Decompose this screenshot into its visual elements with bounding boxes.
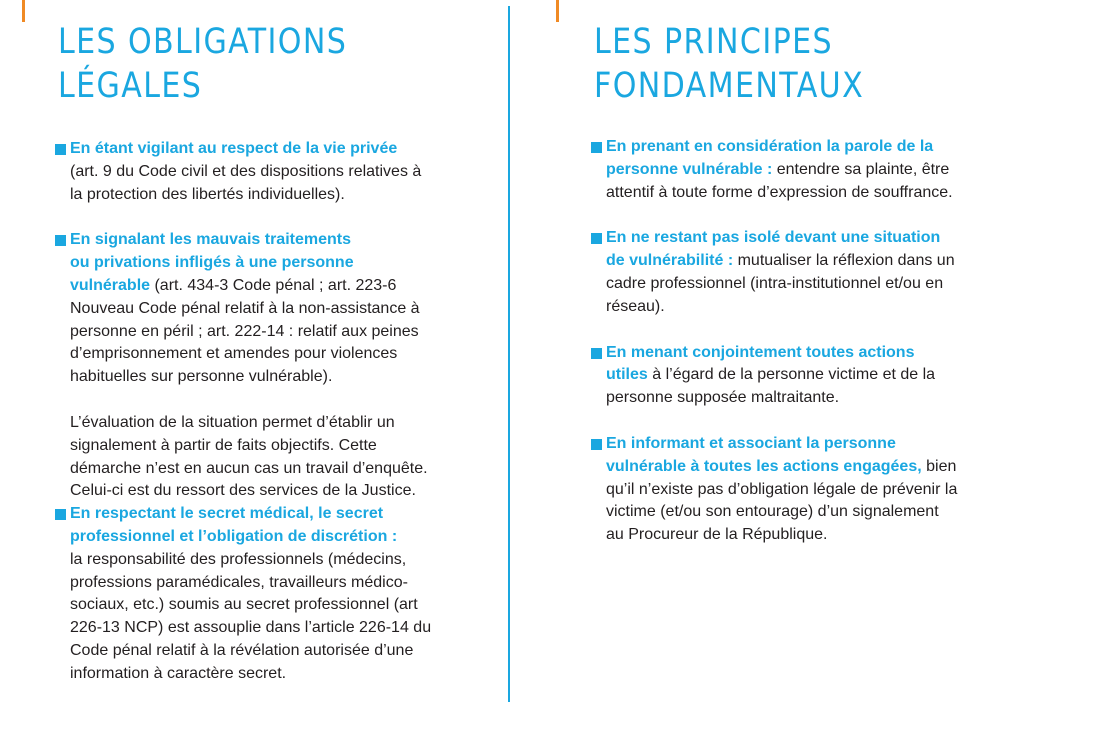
list-item: En étant vigilant au respect de la vie privée (art. 9 du Code civil et des dispositions relatives à la protection des libertés individuelles).	[58, 138, 478, 206]
list-item: En prenant en considération la parole de la personne vulnérable : entendre sa plainte, être attentif à toute forme d’expression de souffrance.	[594, 136, 1004, 204]
fundamental-principles-title: LES PRINCIPES FONDAMENTAUX	[594, 22, 865, 106]
square-bullet-icon	[591, 348, 602, 359]
list-item: En informant et associant la personne vulnérable à toutes les actions engagées, bien qu’il n’existe pas d’obligation légale de prévenir la victime (et/ou son entourage) d’un signalement au Procureur de la République.	[594, 433, 1004, 547]
list-item: En ne restant pas isolé devant une situation de vulnérabilité : mutualiser la réflexion dans un cadre professionnel (intra-institutionnel et/ou en réseau).	[594, 227, 1004, 318]
list-item: En signalant les mauvais traitements ou privations infligés à une personne vulnérable (art. 434-3 Code pénal ; art. 223-6 Nouveau Code pénal relatif à la non-assistance à personne en péril ; art. 222-14 : relatif aux peines d’emprisonnement et amendes pour violences habituelles sur personne vulnérable).	[58, 229, 478, 389]
list-item: En menant conjointement toutes actions utiles à l’égard de la personne victime et de la personne supposée maltraitante.	[594, 342, 1004, 410]
square-bullet-icon	[591, 142, 602, 153]
square-bullet-icon	[55, 144, 66, 155]
legal-obligations-list	[58, 138, 478, 686]
evaluation-paragraph: L’évaluation de la situation permet d’établir un signalement à partir de faits objectifs. Cette démarche n’est en aucun cas un travail d’enquête. Celui-ci est du ressort des services de la Justice.	[70, 413, 428, 500]
square-bullet-icon	[591, 439, 602, 450]
fundamental-principles-column	[594, 20, 1004, 547]
square-bullet-icon	[591, 233, 602, 244]
fundamental-principles-list	[594, 136, 1004, 547]
legal-obligations-title: LES OBLIGATIONS LÉGALES	[58, 22, 348, 106]
column-divider	[508, 6, 510, 702]
square-bullet-icon	[55, 509, 66, 520]
orange-tick-left	[22, 0, 25, 22]
legal-obligations-column	[58, 20, 478, 686]
orange-tick-right	[556, 0, 559, 22]
list-item: En respectant le secret médical, le secret professionnel et l’obligation de discrétion : la responsabilité des professionnels (médecins, professions paramédicales, travailleurs médico- sociaux, etc.) soumis au secret professionnel (art 226-13 NCP) est assouplie dans l’article 226-14 du Code pénal relatif à la révélation autorisée d’une information à caractère secret.	[58, 503, 478, 685]
square-bullet-icon	[55, 235, 66, 246]
